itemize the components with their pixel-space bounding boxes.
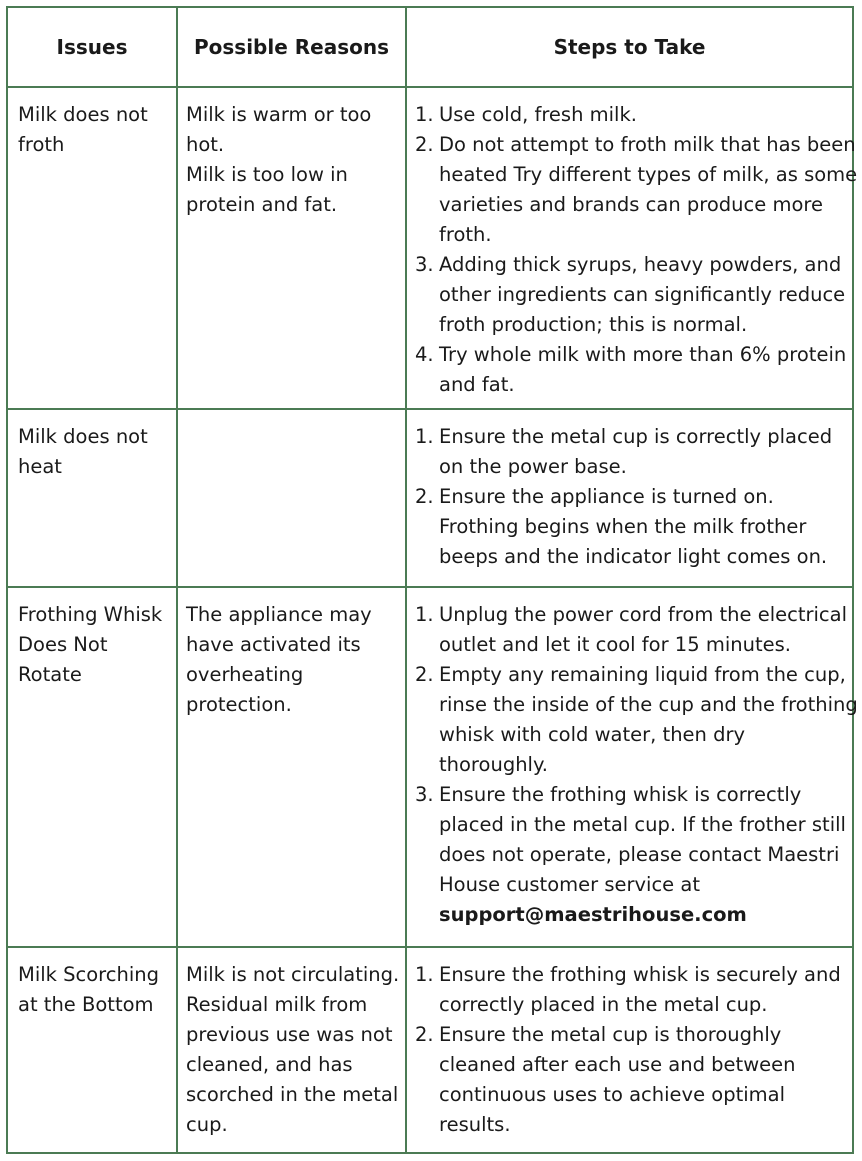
step-item: [415, 422, 848, 482]
step-number: 1.: [415, 425, 434, 448]
step-text-line: other ingredients can significantly reduce: [439, 283, 846, 306]
reason-text-line: Milk is warm or too: [186, 103, 372, 126]
step-text-line: Ensure the frothing whisk is correctly: [439, 783, 802, 806]
step-text-line: thoroughly.: [439, 753, 548, 776]
step-text-line: froth.: [439, 223, 492, 246]
step-number: 1.: [415, 963, 434, 986]
reason-text-line: protein and fat.: [186, 193, 338, 216]
step-text-line: and fat.: [439, 373, 515, 396]
steps-list: [415, 422, 848, 572]
issue-text-line: Does Not: [18, 633, 108, 656]
step-number: 2.: [415, 1023, 434, 1046]
table-row: [8, 410, 852, 588]
issue-cell: [8, 588, 176, 946]
issue-text-line: Rotate: [18, 663, 82, 686]
step-text-line: on the power base.: [439, 455, 627, 478]
reason-text-line: The appliance may: [186, 603, 372, 626]
step-number: 3.: [415, 253, 434, 276]
issue-text-line: Milk does not: [18, 103, 148, 126]
reasons-cell: [176, 410, 405, 586]
table-row: [8, 948, 852, 1152]
reason-text-line: overheating: [186, 663, 304, 686]
steps-list: [415, 960, 848, 1140]
header-steps-to-take: Steps to Take: [405, 8, 852, 86]
step-text-line: Try whole milk with more than 6% protein: [439, 343, 847, 366]
reason-text-line: protection.: [186, 693, 292, 716]
step-text-line: cleaned after each use and between: [439, 1053, 796, 1076]
step-text-line: whisk with cold water, then dry: [439, 723, 746, 746]
step-item: [415, 660, 858, 780]
reasons-cell: [176, 88, 405, 408]
steps-cell: [405, 410, 852, 586]
step-item: [415, 1020, 848, 1140]
troubleshooting-table: [6, 6, 858, 1154]
reason-text-line: have activated its: [186, 633, 361, 656]
step-text-line: Ensure the appliance is turned on.: [439, 485, 774, 508]
table-row: [8, 88, 858, 410]
steps-cell: [405, 588, 858, 946]
step-item: [415, 600, 848, 660]
step-number: 2.: [415, 133, 434, 156]
reason-text-line: cup.: [186, 1113, 228, 1136]
issue-text-line: froth: [18, 133, 65, 156]
header-possible-reasons: Possible Reasons: [176, 8, 405, 86]
step-number: 4.: [415, 343, 434, 366]
step-text-line: continuous uses to achieve optimal: [439, 1083, 786, 1106]
reason-text-line: Milk is too low in: [186, 163, 348, 186]
step-text-line: Adding thick syrups, heavy powders, and: [439, 253, 842, 276]
reasons-cell: [176, 588, 405, 946]
step-number: 1.: [415, 603, 434, 626]
step-text-line: rinse the inside of the cup and the frothing: [439, 693, 858, 716]
step-number: 2.: [415, 663, 434, 686]
step-text-line: Ensure the frothing whisk is securely and: [439, 963, 841, 986]
reason-text-line: Residual milk from: [186, 993, 368, 1016]
reason-text-line: cleaned, and has: [186, 1053, 353, 1076]
step-number: 2.: [415, 485, 434, 508]
step-item: [415, 960, 848, 1020]
table-header-row: [8, 8, 852, 88]
issue-cell: [8, 88, 176, 408]
issue-text-line: heat: [18, 455, 62, 478]
step-text-line: does not operate, please contact Maestri: [439, 843, 840, 866]
issue-text-line: Milk does not: [18, 425, 148, 448]
reason-text-line: hot.: [186, 133, 225, 156]
step-text-line: results.: [439, 1113, 511, 1136]
step-number: 1.: [415, 103, 434, 126]
issue-text-line: Frothing Whisk: [18, 603, 163, 626]
issue-text-line: Milk Scorching: [18, 963, 160, 986]
step-text-line: varieties and brands can produce more: [439, 193, 823, 216]
step-text-line: Unplug the power cord from the electrical: [439, 603, 848, 626]
step-text-line: Ensure the metal cup is correctly placed: [439, 425, 833, 448]
step-item: [415, 482, 848, 572]
step-item: [415, 100, 848, 130]
steps-cell: [405, 948, 852, 1152]
step-item: [415, 130, 858, 250]
issue-cell: [8, 410, 176, 586]
step-text-line: Ensure the metal cup is thoroughly: [439, 1023, 782, 1046]
reason-text-line: Milk is not circulating.: [186, 963, 400, 986]
header-issues: Issues: [56, 35, 128, 59]
step-item: [415, 780, 848, 930]
step-number: 3.: [415, 783, 434, 806]
steps-list: [415, 100, 858, 400]
step-text-line: correctly placed in the metal cup.: [439, 993, 768, 1016]
issue-cell: [8, 948, 176, 1152]
step-text-line: Use cold, fresh milk.: [439, 103, 637, 126]
reasons-cell: [176, 948, 405, 1152]
step-text-line: Do not attempt to froth milk that has been: [439, 133, 856, 156]
step-text-line: heated Try different types of milk, as some: [439, 163, 858, 186]
step-text-line: House customer service at: [439, 873, 700, 896]
reason-text-line: scorched in the metal: [186, 1083, 399, 1106]
step-item: [415, 250, 848, 340]
step-item: [415, 340, 848, 400]
step-text-line: froth production; this is normal.: [439, 313, 748, 336]
step-text-line: placed in the metal cup. If the frother still: [439, 813, 846, 836]
steps-cell: [405, 88, 858, 408]
step-text-line: Frothing begins when the milk frother: [439, 515, 807, 538]
table-row: [8, 588, 858, 948]
reason-text-line: previous use was not: [186, 1023, 393, 1046]
issue-text-line: at the Bottom: [18, 993, 154, 1016]
step-text-line: outlet and let it cool for 15 minutes.: [439, 633, 791, 656]
steps-list: [415, 600, 858, 930]
step-text-line: Empty any remaining liquid from the cup,: [439, 663, 846, 686]
support-email: support@maestrihouse.com: [439, 903, 747, 926]
step-text-line: beeps and the indicator light comes on.: [439, 545, 828, 568]
